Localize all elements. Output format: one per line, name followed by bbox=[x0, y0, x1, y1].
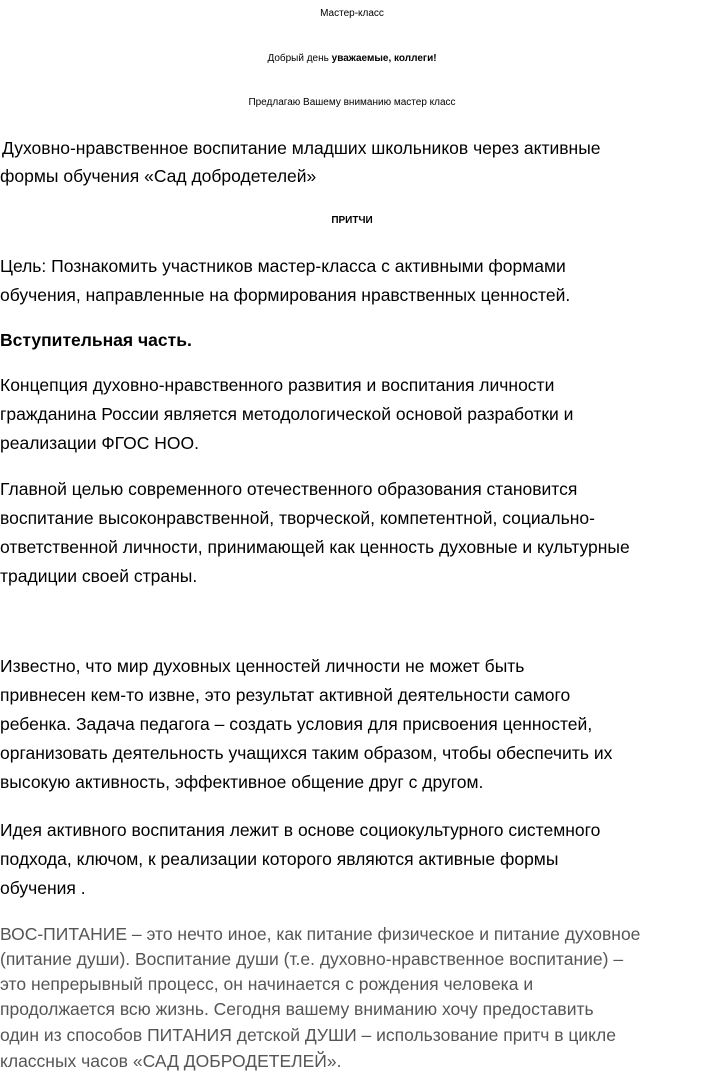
greeting-text: Добрый день bbox=[267, 53, 332, 64]
goal-line-2: обучения, направленные на формирования нравственных ценностей. bbox=[0, 285, 571, 305]
paragraph2-line-1: Главной целью современного отечественного образования становится bbox=[0, 479, 578, 499]
paragraph1-line-2: гражданина России является методологической основой разработки и bbox=[0, 404, 574, 424]
paragraph1-line-3: реализации ФГОС НОО. bbox=[0, 433, 200, 453]
paragraph3-line-5: высокую активность, эффективное общение друг с другом. bbox=[0, 772, 484, 792]
paragraph5-line-5: один из способов ПИТАНИЯ детской ДУШИ – использование притч в цикле bbox=[0, 1025, 616, 1045]
paragraph3-line-3: ребенка. Задача педагога – создать условия для присвоения ценностей, bbox=[0, 714, 593, 734]
paragraph5-line-6: классных часов «САД ДОБРОДЕТЕЛЕЙ». bbox=[0, 1051, 342, 1071]
goal-line-1: Цель: Познакомить участников мастер-класса с активными формами bbox=[0, 256, 566, 276]
paragraph5-line-3: это непрерывный процесс, он начинается с рождения человека и bbox=[0, 974, 534, 994]
paragraph2-line-4: традиции своей страны. bbox=[0, 566, 198, 586]
document-title: Мастер-класс bbox=[320, 8, 384, 19]
intro-line: Предлагаю Вашему вниманию мастер класс bbox=[248, 97, 456, 108]
topic-line-1: Духовно-нравственное воспитание младших школьников через активные bbox=[2, 138, 601, 158]
paragraph2-line-2: воспитание высоконравственной, творческой, компетентной, социально- bbox=[0, 508, 595, 528]
section-title: ПРИТЧИ bbox=[331, 215, 373, 226]
paragraph5-line-1: ВОС-ПИТАНИЕ – это нечто иное, как питание физическое и питание духовное bbox=[0, 924, 641, 944]
topic-line-2: формы обучения «Сад добродетелей» bbox=[0, 166, 317, 186]
paragraph4-line-1: Идея активного воспитания лежит в основе социокультурного системного bbox=[0, 820, 601, 840]
intro-part-heading: Вступительная часть. bbox=[0, 330, 192, 350]
paragraph1-line-1: Концепция духовно-нравственного развития и воспитания личности bbox=[0, 375, 555, 395]
paragraph5-line-2: (питание души). Воспитание души (т.е. духовно-нравственное воспитание) – bbox=[0, 949, 624, 969]
paragraph4-line-3: обучения . bbox=[0, 878, 86, 898]
paragraph3-line-1: Известно, что мир духовных ценностей личности не может быть bbox=[0, 656, 525, 676]
paragraph5-line-4: продолжается всю жизнь. Сегодня вашему вниманию хочу предоставить bbox=[0, 999, 594, 1019]
paragraph3-line-4: организовать деятельность учащихся таким образом, чтобы обеспечить их bbox=[0, 743, 613, 763]
paragraph3-line-2: привнесен кем-то извне, это результат активной деятельности самого bbox=[0, 685, 571, 705]
greeting-bold-text: уважаемые, коллеги! bbox=[331, 53, 437, 64]
paragraph4-line-2: подхода, ключом, к реализации которого являются активные формы bbox=[0, 849, 559, 869]
paragraph2-line-3: ответственной личности, принимающей как ценность духовные и культурные bbox=[0, 537, 630, 557]
greeting bbox=[0, 49, 704, 69]
